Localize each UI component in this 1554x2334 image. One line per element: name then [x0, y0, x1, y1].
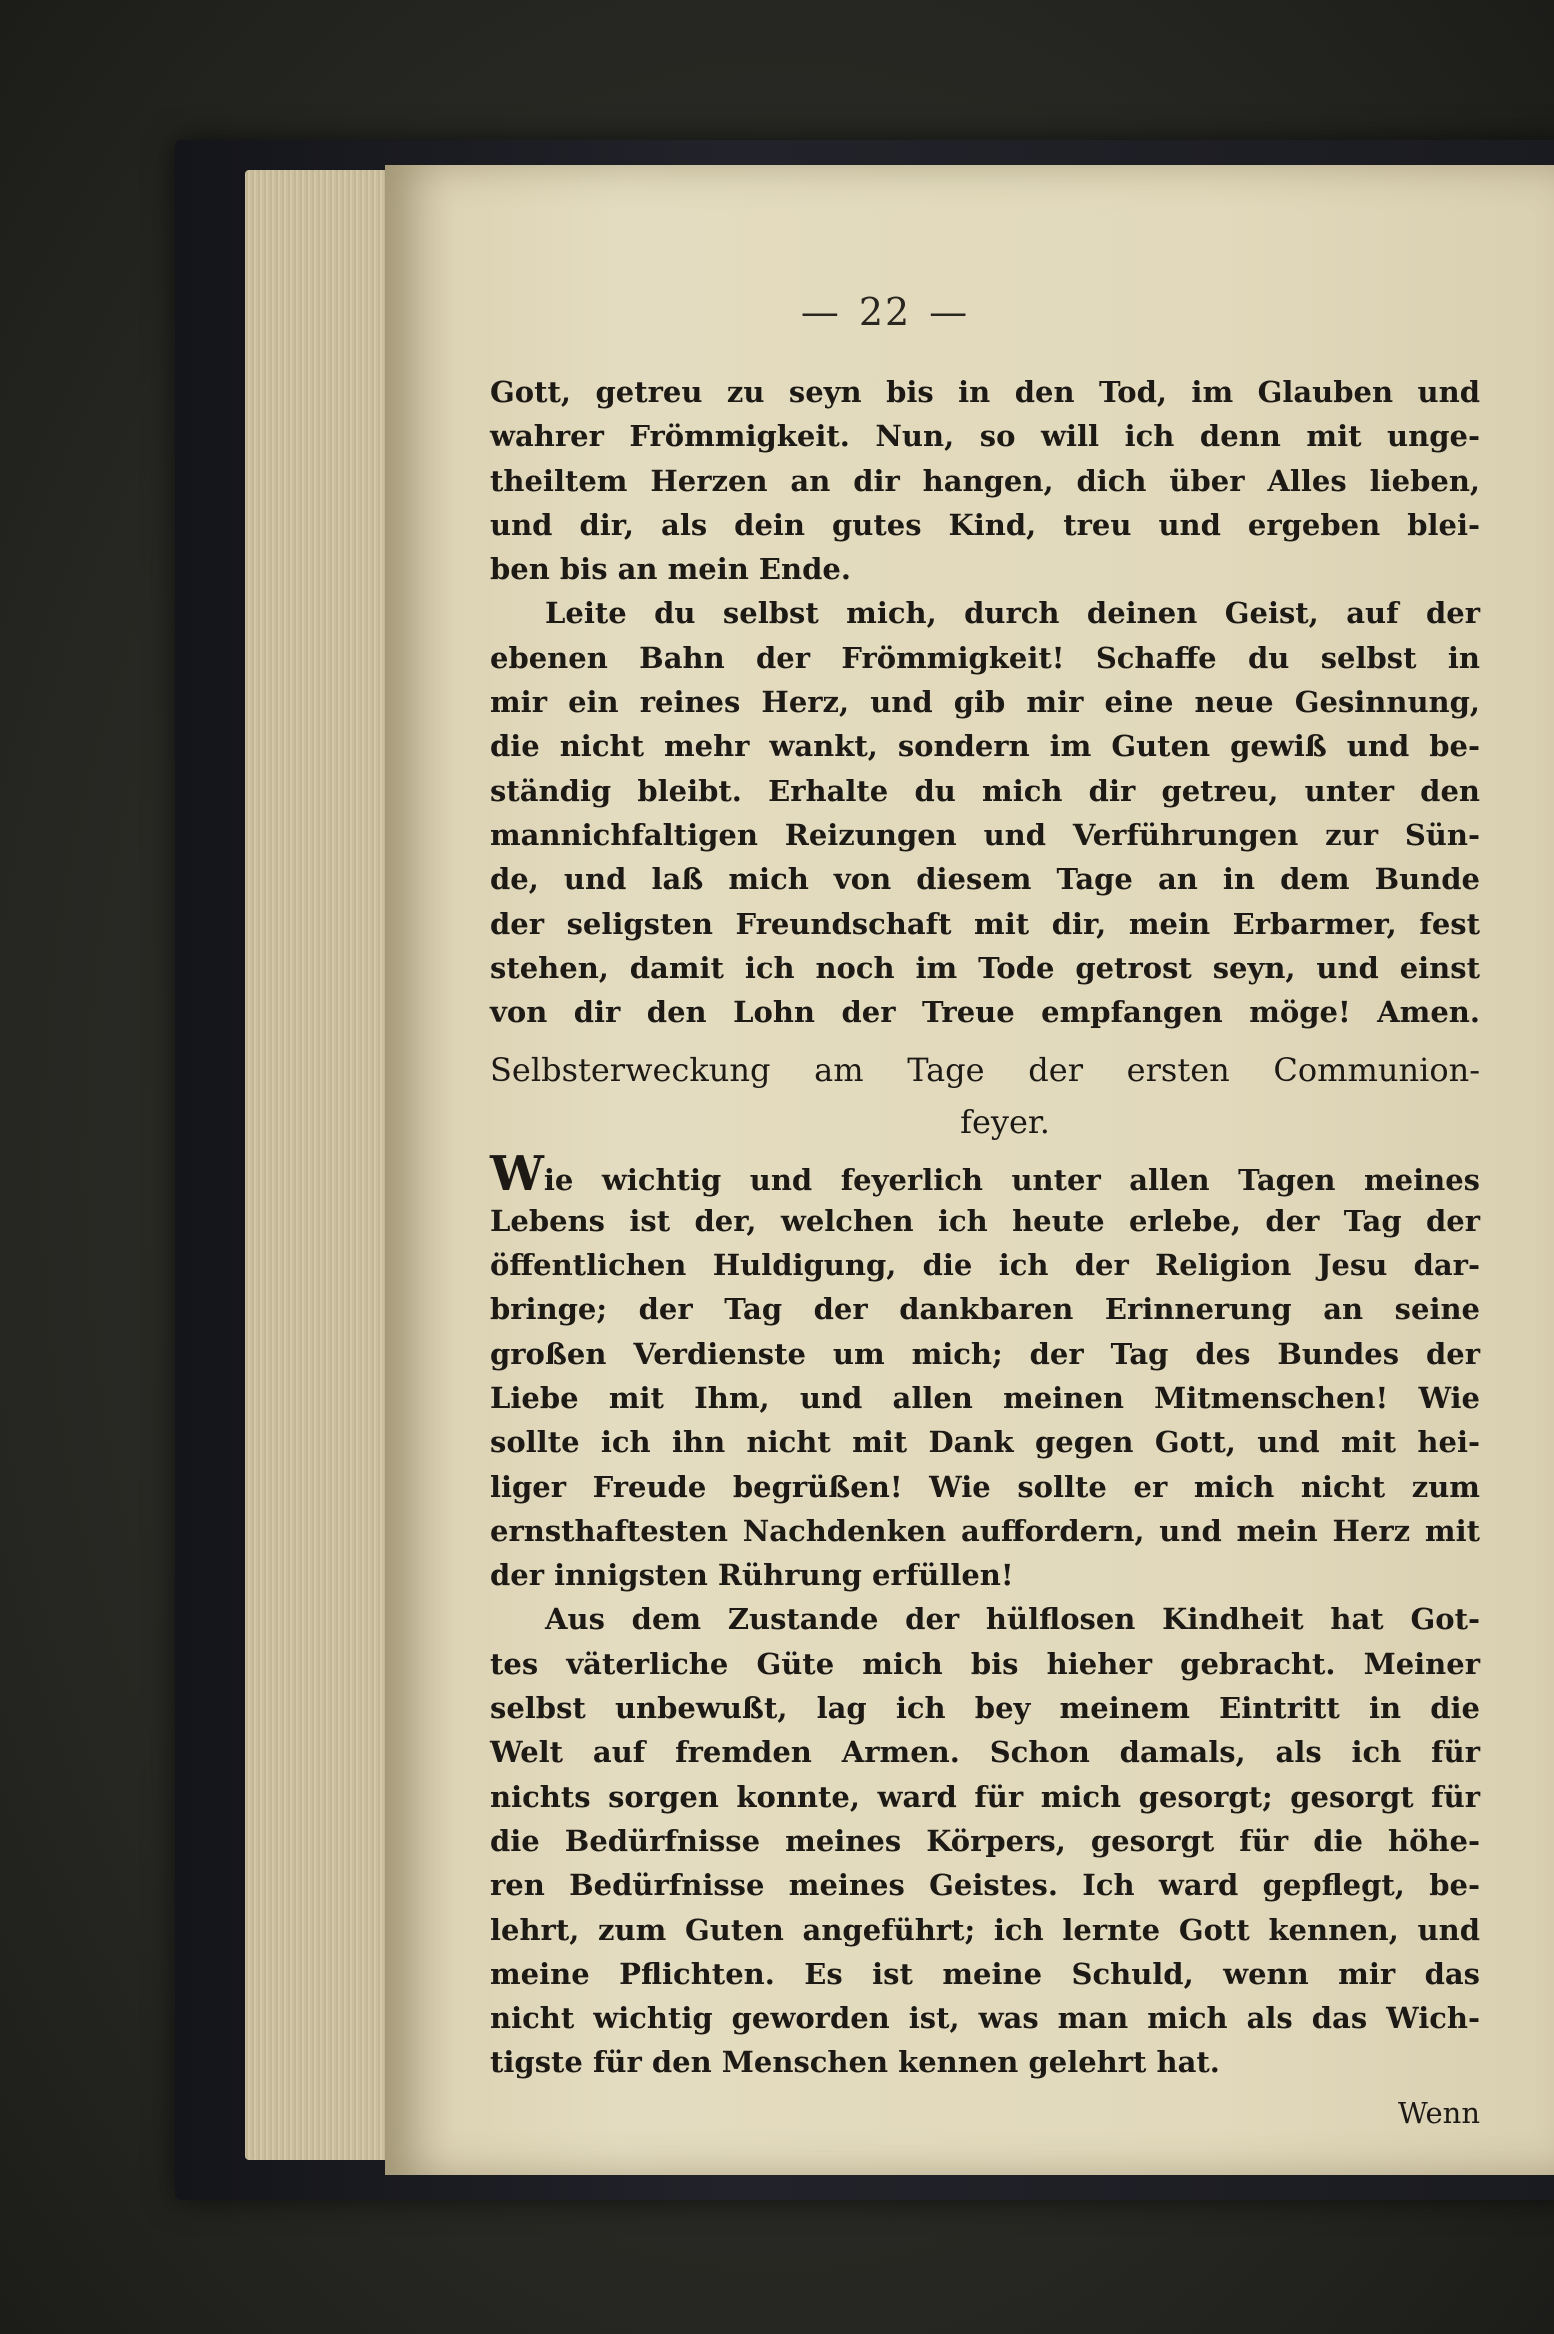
catchword: Wenn: [1398, 2095, 1480, 2130]
section-heading: Selbsterweckung am Tage der ersten Communion-: [490, 1051, 1480, 1090]
text-line: ebenen Bahn der Frömmigkeit! Schaffe du selbst in: [490, 640, 1480, 675]
text-line: der innigsten Rührung erfüllen!: [490, 1558, 1014, 1593]
text-line: stehen, damit ich noch im Tode getrost seyn, und einst: [490, 950, 1480, 985]
text-line: und dir, als dein gutes Kind, treu und ergeben blei-: [490, 507, 1480, 542]
text-line: ständig bleibt. Erhalte du mich dir getreu, unter den: [490, 773, 1480, 808]
page-number-dash-right: —: [929, 290, 970, 334]
text-line: de, und laß mich von diesem Tage an in dem Bunde: [490, 862, 1480, 897]
paragraph-2: [490, 591, 1480, 1034]
text-line: die nicht mehr wankt, sondern im Guten gewiß und be-: [490, 729, 1480, 764]
page-number-header: [385, 290, 1385, 334]
text-line: von dir den Lohn der Treue empfangen möge! Amen.: [490, 995, 1480, 1030]
text-line: sollte ich ihn nicht mit Dank gegen Gott, und mit hei-: [490, 1425, 1480, 1460]
text-line: liger Freude begrüßen! Wie sollte er mich nicht zum: [490, 1469, 1480, 1504]
text-line: der seligsten Freundschaft mit dir, mein Erbarmer, fest: [490, 906, 1480, 941]
text-line: Lebens ist der, welchen ich heute erlebe, der Tag der: [490, 1203, 1480, 1238]
paragraph-1: [490, 370, 1480, 591]
text-line: bringe; der Tag der dankbaren Erinnerung an seine: [490, 1292, 1480, 1327]
text-line: nicht wichtig geworden ist, was man mich als das Wich-: [490, 2001, 1480, 2036]
text-line: mannichfaltigen Reizungen und Verführungen zur Sün-: [490, 817, 1480, 852]
text-line: nichts sorgen konnte, ward für mich gesorgt; gesorgt für: [490, 1779, 1480, 1814]
text-line: [490, 1146, 1480, 1203]
page-number-dash-left: —: [800, 290, 841, 334]
text-line: ernsthaftesten Nachdenken auffordern, und mein Herz mit: [490, 1513, 1480, 1548]
text-line: ren Bedürfnisse meines Geistes. Ich ward gepflegt, be-: [490, 1868, 1480, 1903]
text-line: Liebe mit Ihm, und allen meinen Mitmenschen! Wie: [490, 1380, 1480, 1415]
text-line: Aus dem Zustande der hülflosen Kindheit hat Got-: [545, 1602, 1480, 1637]
text-line: großen Verdienste um mich; der Tag des Bundes der: [490, 1336, 1480, 1371]
text-line: Gott, getreu zu seyn bis in den Tod, im Glauben und: [490, 375, 1480, 409]
text-line: die Bedürfnisse meines Körpers, gesorgt für die höhe-: [490, 1823, 1480, 1858]
section-heading-continued: feyer.: [960, 1103, 1050, 1142]
text-line: Leite du selbst mich, durch deinen Geist, auf der: [545, 596, 1480, 631]
text-line: tigste für den Menschen kennen gelehrt hat.: [490, 2045, 1220, 2080]
text-line: Welt auf fremden Armen. Schon damals, als ich für: [490, 1735, 1480, 1770]
paragraph-4: [490, 1597, 1480, 2084]
text-line: öffentlichen Huldigung, die ich der Religion Jesu dar-: [490, 1248, 1480, 1283]
text-line: selbst unbewußt, lag ich bey meinem Eintritt in die: [490, 1691, 1480, 1726]
page-edges: [245, 170, 405, 2160]
page-text: [490, 370, 1480, 2135]
first-line-text: ie wichtig und feyerlich unter allen Tagen meines: [543, 1163, 1480, 1198]
text-line: mir ein reines Herz, und gib mir eine neue Gesinnung,: [490, 685, 1480, 720]
text-line: lehrt, zum Guten angeführt; ich lernte Gott kennen, und: [490, 1912, 1480, 1947]
drop-cap: W: [490, 1146, 544, 1203]
text-line: wahrer Frömmigkeit. Nun, so will ich denn mit unge-: [490, 419, 1480, 454]
page-number: 22: [858, 290, 912, 334]
paragraph-3: [490, 1146, 1480, 1597]
text-line: tes väterliche Güte mich bis hieher gebracht. Meiner: [490, 1646, 1480, 1681]
book-page: [385, 165, 1554, 2175]
text-line: theiltem Herzen an dir hangen, dich über Alles lieben,: [490, 463, 1480, 498]
text-line: meine Pflichten. Es ist meine Schuld, wenn mir das: [490, 1956, 1480, 1991]
text-line: ben bis an mein Ende.: [490, 552, 851, 587]
